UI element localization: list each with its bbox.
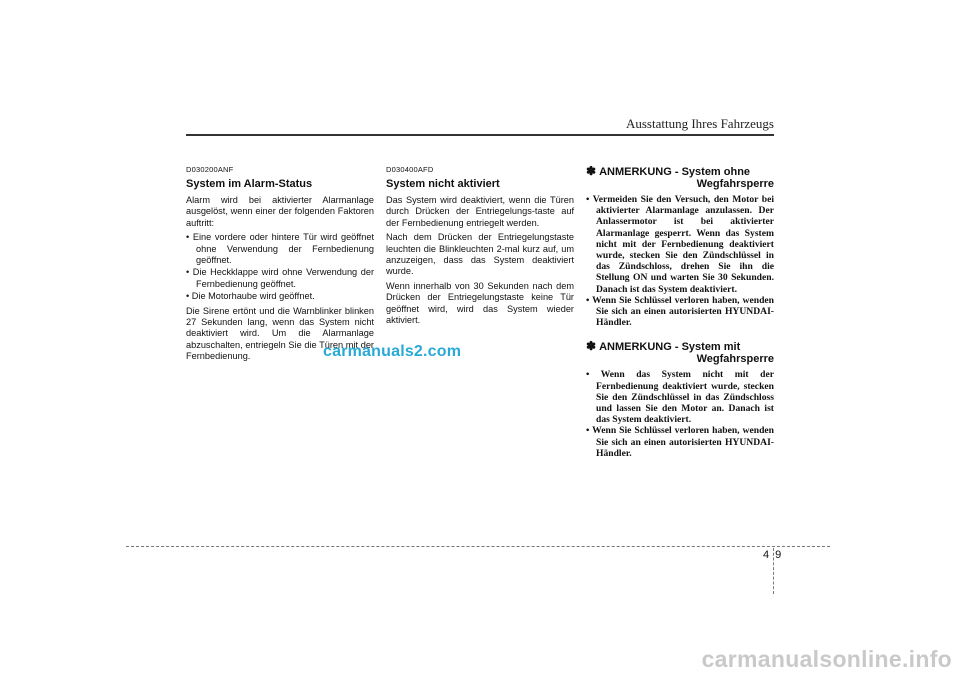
page-number-value: 9 (775, 549, 782, 561)
header-title: Ausstattung Ihres Fahrzeugs (625, 116, 774, 131)
list-item: • Wenn Sie Schlüssel verloren haben, wenden Sie sich an einen autorisierten HYUNDAI-Händler. (586, 294, 774, 329)
section-heading: System im Alarm-Status (186, 178, 313, 190)
section-heading: System nicht aktiviert (386, 178, 500, 190)
column-notes (586, 165, 774, 471)
site-watermark: carmanualsonline.info (701, 646, 952, 672)
note-title (586, 165, 774, 190)
note-label: ANMERKUNG - (599, 166, 679, 178)
paragraph: Nach dem Drücken der Entriegelungstaste leuchten die Blinkleuchten 2-mal kurz auf, um anzuzeigen, dass das System deaktiviert wurde. (386, 232, 574, 277)
note-label: ANMERKUNG - (599, 341, 679, 354)
note-list (586, 369, 774, 459)
note-subtitle: System ohne (681, 166, 751, 178)
intro-paragraph: Alarm wird bei aktivierter Alarmanlage ausgelöst, wenn einer der folgenden Faktoren auftritt: (186, 195, 374, 228)
asterisk-icon: ✽ (586, 339, 597, 354)
header-rule (186, 134, 774, 136)
list-item: • Die Motorhaube wird geöffnet. (186, 291, 315, 302)
column-alarm-status (186, 165, 374, 366)
outro-paragraph: Die Sirene ertönt und die Warnblinker blinken 27 Sekunden lang, wenn das System nicht deaktiviert wird. Um die Alarmanlage abzuschalten, entriegeln Sie die Türen mit der Fernbedienung. (186, 305, 374, 362)
section-code: D030200ANF (186, 165, 234, 174)
chapter-number: 4 (763, 549, 770, 561)
watermark-link[interactable]: carmanuals2.com (323, 343, 462, 360)
section-code: D030400AFD (386, 165, 434, 174)
asterisk-icon: ✽ (586, 164, 597, 178)
paragraph: Das System wird deaktiviert, wenn die Türen durch Drücken der Entriegelungs-taste auf der Fernbedienung entriegelt werden. (386, 195, 574, 228)
list-item: • Vermeiden Sie den Versuch, den Motor bei aktivierter Alarmanlage anzulassen. Der Anlassermotor ist bei aktivierter Alarmanlage gesperrt. Wenn das System nicht mit der Fernbedienung deaktiviert wurde, stecken Sie den Zündschlüssel in das Zündschloss, drehen Sie ihn die Stellung ON und warten Sie 30 Sekunden. Danach ist das System deaktiviert. (586, 194, 774, 295)
page-number (763, 549, 781, 561)
note-title (586, 340, 774, 365)
note-list (586, 194, 774, 328)
trigger-list (186, 232, 374, 302)
note-subtitle: Wegfahrsperre (696, 353, 774, 366)
list-item: • Wenn das System nicht mit der Fernbedienung deaktiviert wurde, stecken Sie den Zündschlüssel in das Zündschloss und lassen Sie den Motor an. Danach ist das System deaktiviert. (586, 369, 774, 426)
paragraph: Wenn innerhalb von 30 Sekunden nach dem Drücken der Entriegelungstaste keine Tür geöffnet wird, wird das System wieder aktiviert. (386, 280, 574, 326)
list-item: • Wenn Sie Schlüssel verloren haben, wenden Sie sich an einen autorisierten HYUNDAI-Händler. (586, 425, 774, 459)
note-subtitle: Wegfahrsperre (696, 178, 774, 190)
column-not-activated (386, 165, 574, 329)
list-item: • Die Heckklappe wird ohne Verwendung der Fernbedienung geöffnet. (186, 267, 374, 289)
note-subtitle: System mit (681, 341, 741, 354)
footer-rule (126, 546, 830, 547)
list-item: • Eine vordere oder hintere Tür wird geöffnet ohne Verwendung der Fernbedienung geöffnet. (186, 232, 374, 266)
